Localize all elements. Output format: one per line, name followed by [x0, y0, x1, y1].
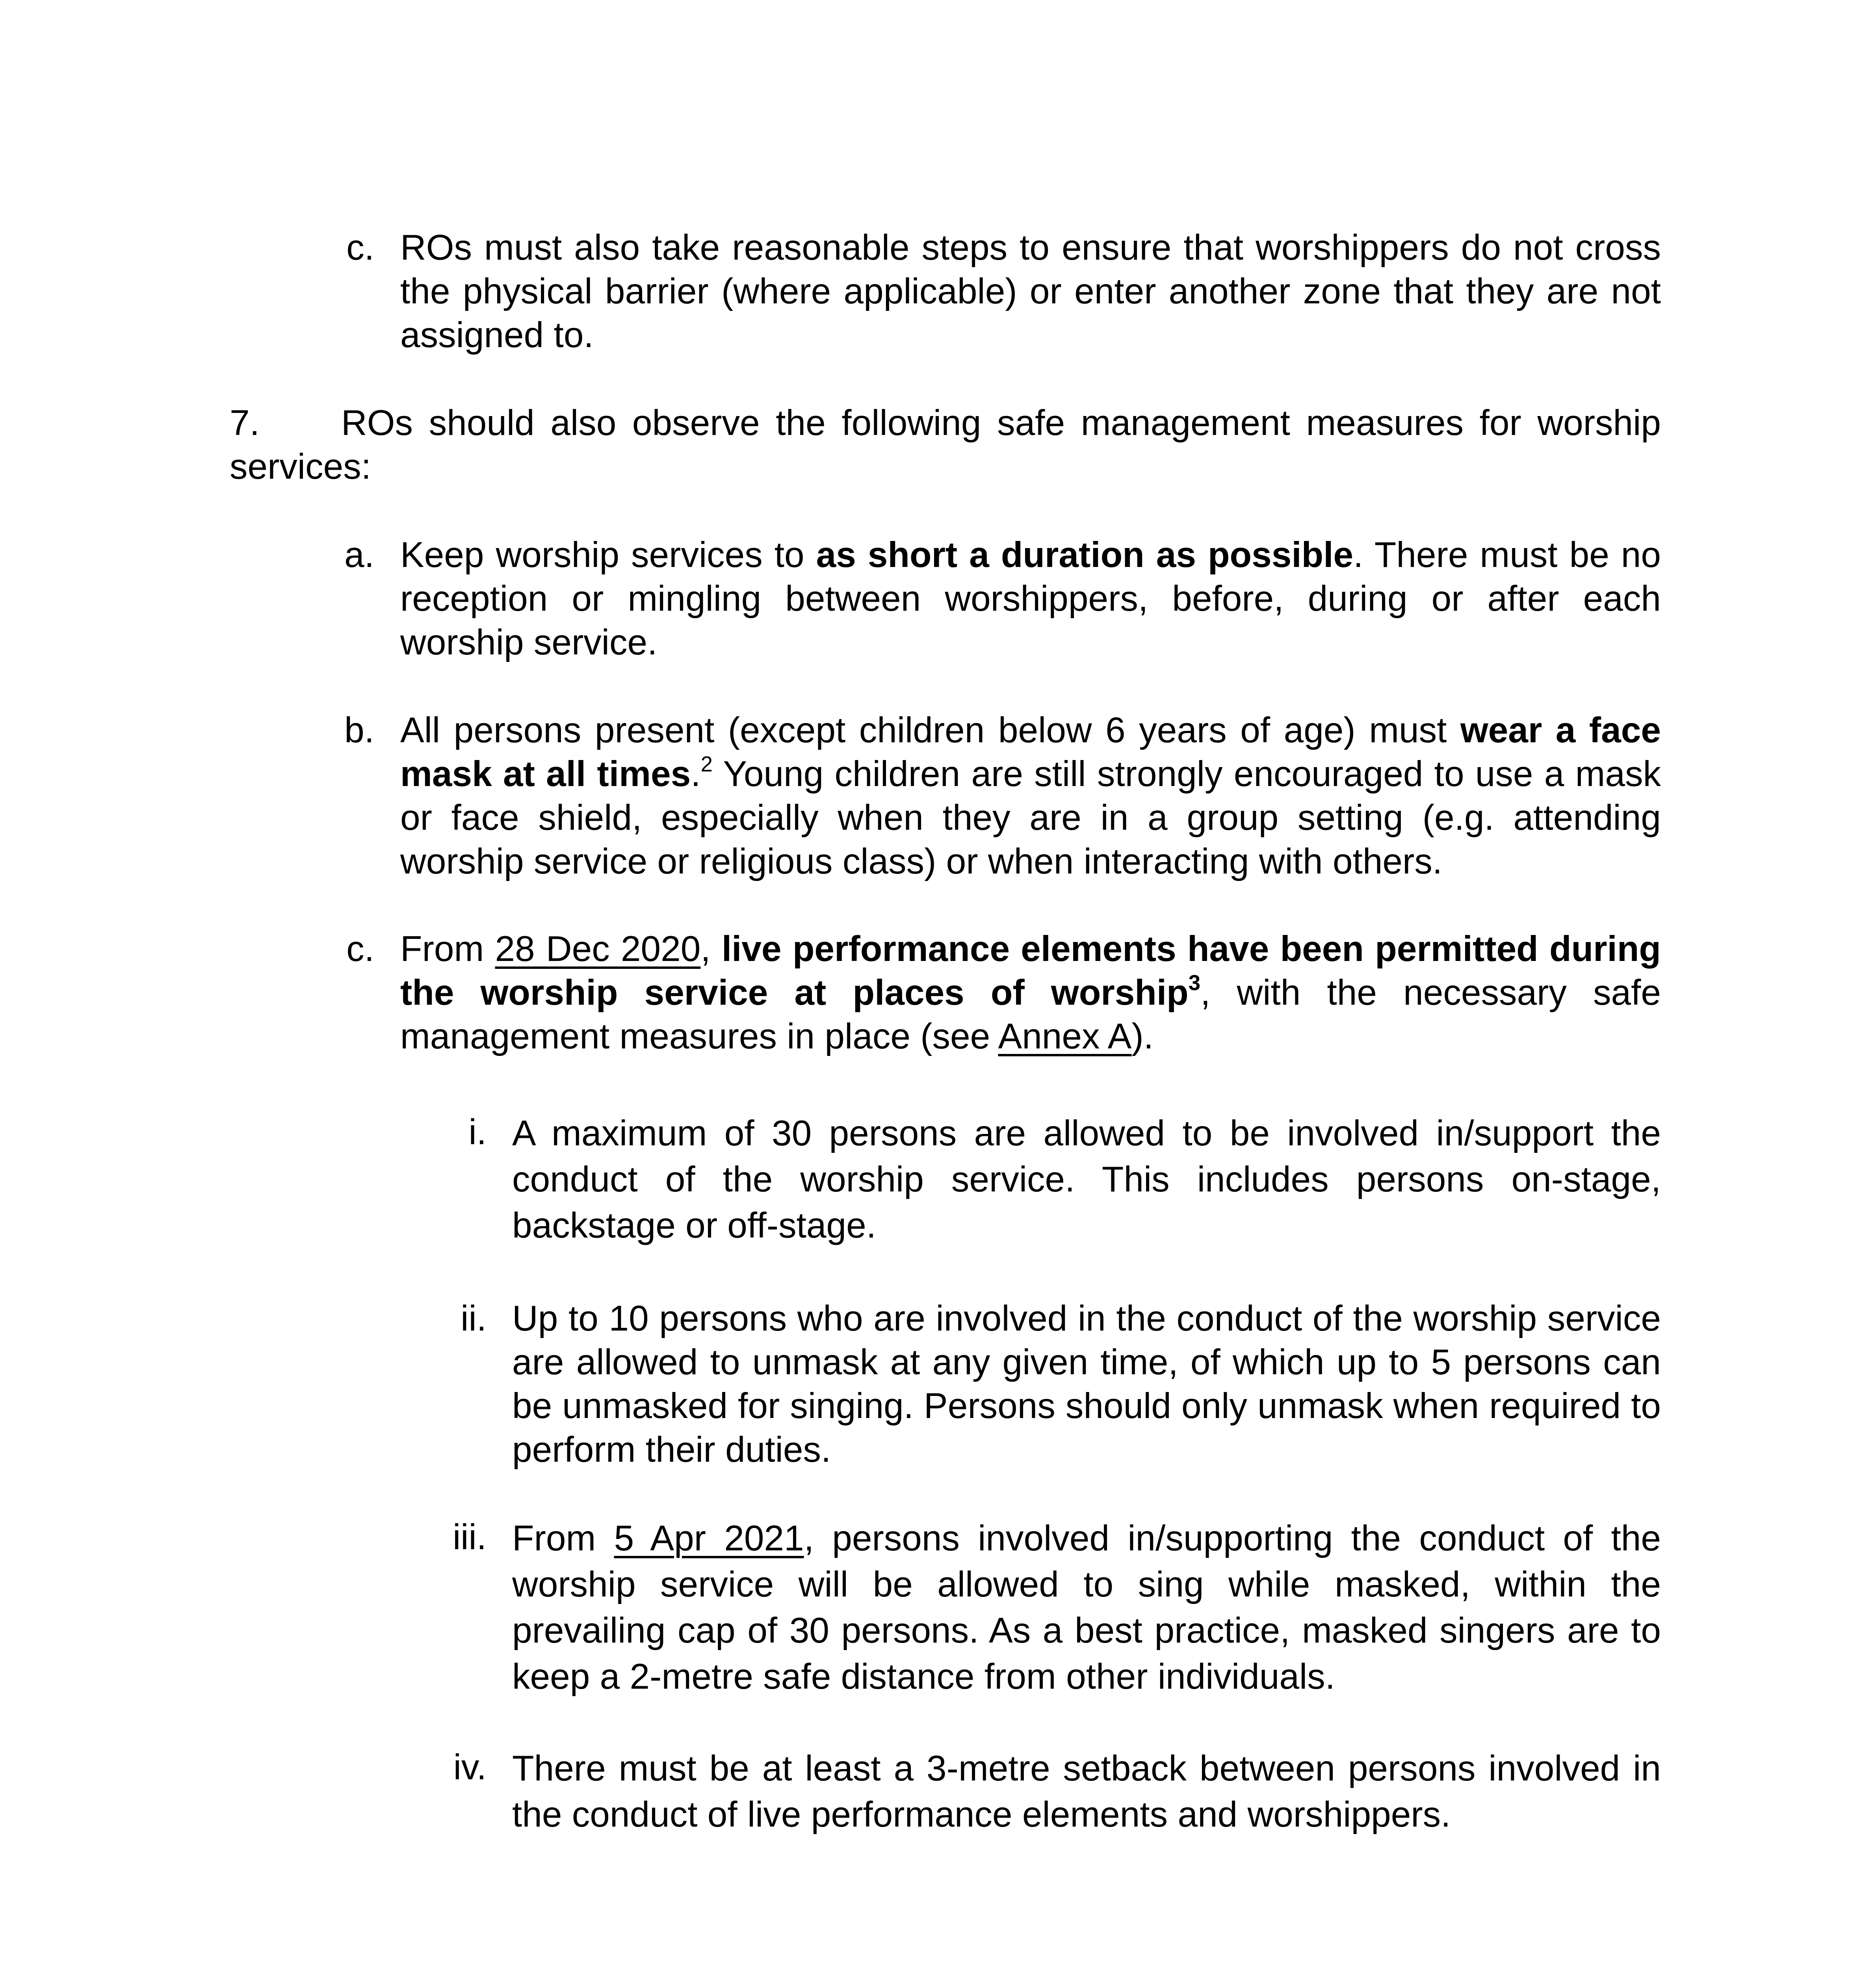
paragraph-7: [230, 401, 1661, 489]
sub-item-iii: [512, 1515, 1661, 1700]
list-marker: a.: [344, 535, 374, 575]
list-item-text: . There must be no reception or mingling between worshippers, before, during or after each worship service.: [400, 535, 1661, 662]
list-item-7a: [400, 533, 1661, 664]
sub-list-marker: ii.: [461, 1299, 487, 1338]
punctuation: .: [691, 754, 701, 794]
annex-link[interactable]: Annex A: [998, 1017, 1132, 1056]
emphasis-text: wear a face mask at all times: [400, 710, 1661, 794]
sub-item-text: , persons involved in/supporting the conduct of the worship service will be allowed to sing while masked, within the prevailing cap of 30 persons. As a best practice, masked singers are to keep a 2-metre safe distance from other individuals.: [512, 1518, 1661, 1697]
list-marker: b.: [344, 710, 374, 750]
sub-item-text: A maximum of 30 persons are allowed to be involved in/support the conduct of the worship service. This includes persons on-stage, backstage or off-stage.: [512, 1113, 1661, 1245]
list-item-text: All persons present (except children below 6 years of age) must: [400, 710, 1460, 750]
list-item-7b: [400, 708, 1661, 883]
footnote-ref[interactable]: 2: [700, 752, 713, 776]
emphasis-text: as short a duration as possible: [816, 535, 1354, 575]
sub-list-marker: iii.: [453, 1517, 487, 1557]
list-marker: c.: [346, 929, 374, 969]
list-item-text: From: [400, 929, 495, 969]
list-item-text: ROs must also take reasonable steps to ensure that worshippers do not cross the physical barrier (where applicable) or enter another zone that they are not assigned to.: [400, 228, 1661, 355]
sub-list-marker: i.: [468, 1112, 487, 1152]
sub-item-text: Up to 10 persons who are involved in the conduct of the worship service are allowed to unmask at any given time, of which up to 5 persons can be unmasked for singing. Persons should only unmask when required to perform their duties.: [512, 1299, 1661, 1470]
sub-list-marker: iv.: [453, 1747, 487, 1787]
date-text: 5 Apr 2021: [614, 1518, 804, 1558]
sub-item-text: There must be at least a 3-metre setback between persons involved in the conduct of live performance elements and worshippers.: [512, 1749, 1661, 1834]
paragraph-number: 7.: [230, 403, 260, 443]
emphasis-text: live performance elements have been permitted during the worship service at places of worship: [400, 929, 1661, 1013]
sub-item-ii: [512, 1297, 1661, 1472]
sub-item-text: From: [512, 1518, 614, 1558]
paragraph-text: ROs should also observe the following safe management measures for worship services:: [230, 403, 1661, 487]
punctuation: ,: [700, 929, 722, 969]
list-item-text: Keep worship services to: [400, 535, 816, 575]
list-item-text: Young children are still strongly encouraged to use a mask or face shield, especially when they are in a group setting (e.g. attending worship service or religious class) or when interacting with others.: [400, 754, 1661, 881]
date-text: 28 Dec 2020: [495, 929, 701, 969]
sub-item-i: [512, 1110, 1661, 1249]
list-item-6c: [400, 226, 1661, 357]
footnote-ref[interactable]: 3: [1188, 970, 1201, 995]
list-item-7c: [400, 927, 1661, 1058]
sub-item-iv: [512, 1745, 1661, 1838]
punctuation: ).: [1131, 1017, 1154, 1056]
list-item-text: , with the necessary safe management measures in place (see: [400, 973, 1661, 1056]
list-marker: c.: [346, 228, 374, 268]
